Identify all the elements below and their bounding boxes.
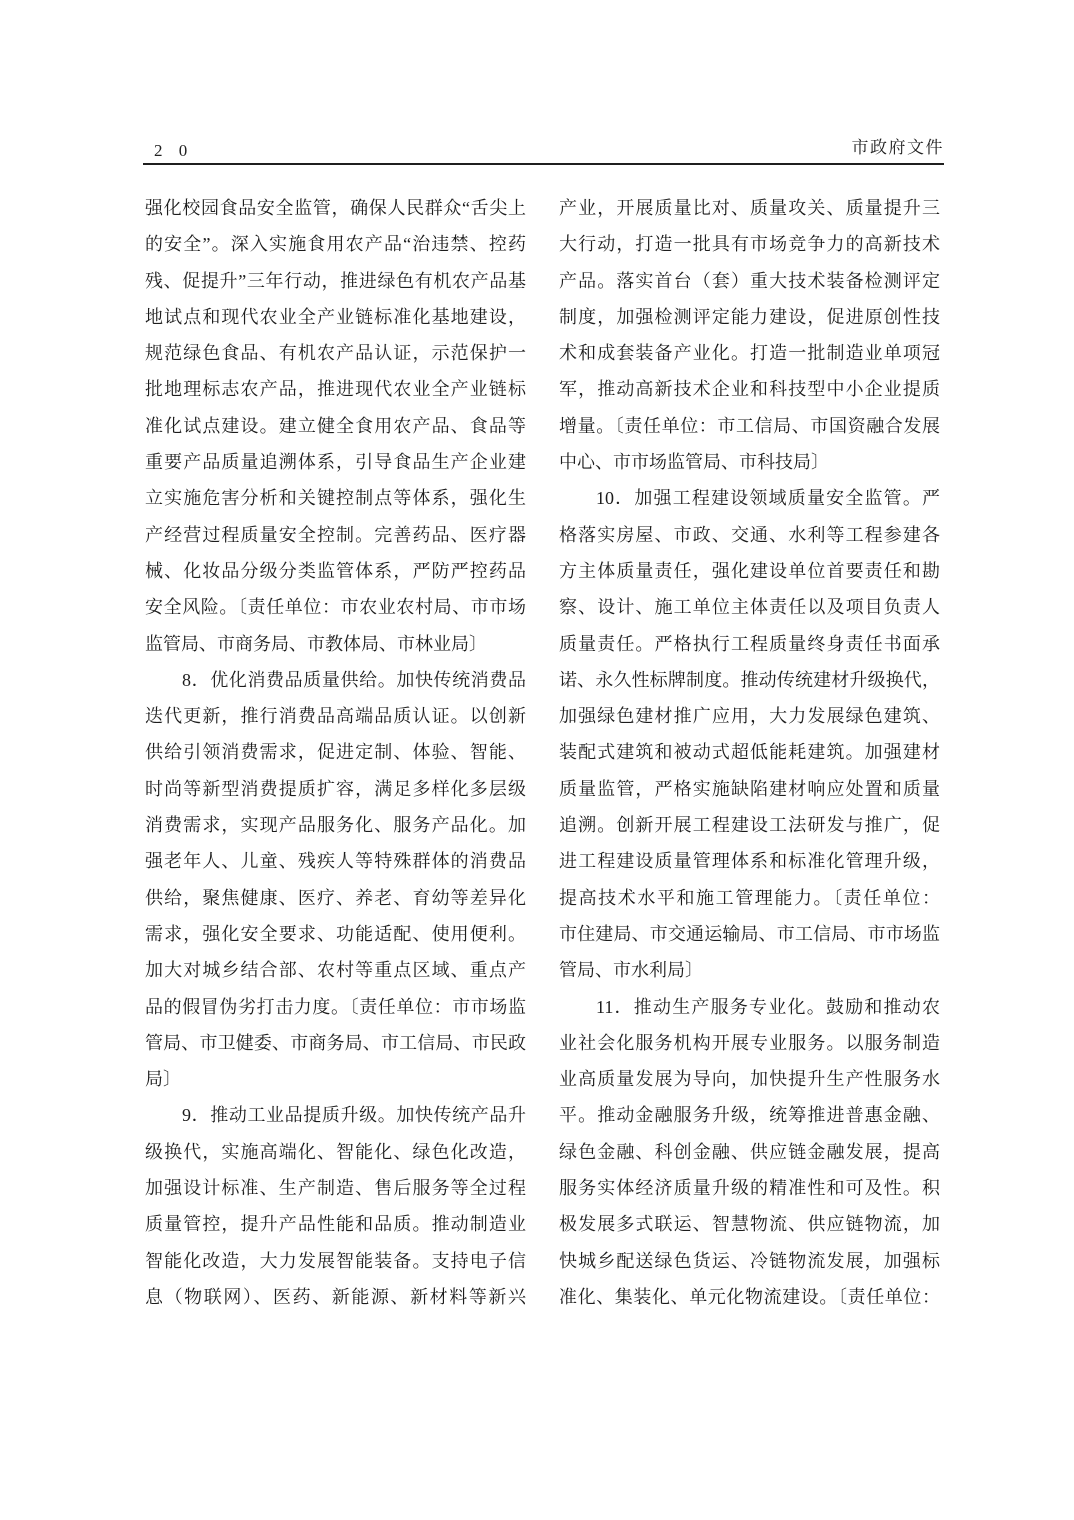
text-line: 术和成套装备产业化。打造一批制造业单项冠 <box>559 343 940 364</box>
text-line: 安全风险。〔责任单位：市农业农村局、市市场 <box>145 597 526 618</box>
text-line: 绿色金融、科创金融、供应链金融发展，提高 <box>559 1141 940 1162</box>
text-line: 11．推动生产服务专业化。鼓励和推动农 <box>596 996 940 1017</box>
text-line: 质量管控，提升产品性能和品质。推动制造业 <box>145 1214 526 1235</box>
text-line: 进工程建设质量管理体系和标准化管理升级， <box>559 851 940 872</box>
text-line: 品的假冒伪劣打击力度。〔责任单位：市市场监 <box>145 996 526 1017</box>
text-line: 服务实体经济质量升级的精准性和可及性。积 <box>559 1178 940 1199</box>
text-line: 快城乡配送绿色货运、冷链物流发展，加强标 <box>559 1250 940 1271</box>
text-line: 军，推动高新技术企业和科技型中小企业提质 <box>559 379 940 400</box>
text-line: 产经营过程质量安全控制。完善药品、医疗器 <box>145 524 526 545</box>
text-line: 加大对城乡结合部、农村等重点区域、重点产 <box>145 960 526 981</box>
text-line: 批地理标志农产品，推进现代农业全产业链标 <box>145 379 526 400</box>
text-line: 装配式建筑和被动式超低能耗建筑。加强建材 <box>559 742 940 763</box>
text-line: 迭代更新，推行消费品高端品质认证。以创新 <box>145 706 526 727</box>
text-line: 质量监管，严格实施缺陷建材响应处置和质量 <box>559 778 940 799</box>
text-line: 的安全”。深入实施食用农产品“治违禁、控药 <box>145 234 526 255</box>
text-line: 管局、市水利局〕 <box>559 960 703 981</box>
text-line: 平。推动金融服务升级，统筹推进普惠金融、 <box>559 1105 940 1126</box>
text-line: 制度，加强检测评定能力建设，促进原创性技 <box>559 306 940 327</box>
text-line: 局〕 <box>145 1069 181 1090</box>
text-line: 产业，开展质量比对、质量攻关、质量提升三 <box>559 198 940 218</box>
text-line: 需求，强化安全要求、功能适配、使用便利。 <box>145 923 526 944</box>
text-line: 质量责任。严格执行工程质量终身责任书面承 <box>559 633 940 654</box>
text-line: 业高质量发展为导向，加快提升生产性服务水 <box>559 1069 940 1090</box>
text-line: 业社会化服务机构开展专业服务。以服务制造 <box>559 1032 940 1053</box>
text-line: 立实施危害分析和关键控制点等体系，强化生 <box>145 488 526 509</box>
text-line: 加强绿色建材推广应用，大力发展绿色建筑、 <box>559 706 940 727</box>
text-line: 级换代，实施高端化、智能化、绿色化改造， <box>145 1141 526 1162</box>
text-line: 10．加强工程建设领域质量安全监管。严 <box>596 488 940 509</box>
text-line: 9．推动工业品提质升级。加快传统产品升 <box>182 1105 526 1126</box>
header-section-label: 市政府文件 <box>851 138 944 157</box>
text-line: 增量。〔责任单位：市工信局、市国资融合发展 <box>559 415 940 436</box>
text-line: 规范绿色食品、有机农产品认证，示范保护一 <box>145 343 526 364</box>
text-line: 地试点和现代农业全产业链标准化基地建设， <box>145 306 526 327</box>
text-line: 提高技术水平和施工管理能力。〔责任单位： <box>559 887 940 908</box>
text-line: 察、设计、施工单位主体责任以及项目负责人 <box>559 597 940 618</box>
text-line: 诺、永久性标牌制度。推动传统建材升级换代， <box>559 669 940 690</box>
text-column-right <box>559 190 940 1315</box>
text-column-left <box>145 190 526 1315</box>
text-line: 加强设计标准、生产制造、售后服务等全过程 <box>145 1178 526 1199</box>
text-line: 供给，聚焦健康、医疗、养老、育幼等差异化 <box>145 887 526 908</box>
text-line: 方主体质量责任，强化建设单位首要责任和勘 <box>559 560 940 581</box>
text-line: 准化试点建设。建立健全食用农产品、食品等 <box>145 415 526 436</box>
text-line: 残、促提升”三年行动，推进绿色有机农产品基 <box>145 270 526 291</box>
text-line: 市住建局、市交通运输局、市工信局、市市场监 <box>559 923 940 944</box>
text-line: 格落实房屋、市政、交通、水利等工程参建各 <box>559 524 940 545</box>
text-line: 息（物联网）、医药、新能源、新材料等新兴 <box>145 1286 526 1307</box>
text-line: 管局、市卫健委、市商务局、市工信局、市民政 <box>145 1032 526 1053</box>
text-line: 追溯。创新开展工程建设工法研发与推广，促 <box>559 815 940 836</box>
text-line: 强化校园食品安全监管，确保人民群众“舌尖上 <box>145 198 526 218</box>
text-line: 中心、市市场监管局、市科技局〕 <box>559 452 829 473</box>
text-line: 准化、集装化、单元化物流建设。〔责任单位： <box>559 1286 940 1307</box>
text-line: 8．优化消费品质量供给。加快传统消费品 <box>182 669 526 690</box>
text-line: 供给引领消费需求，促进定制、体验、智能、 <box>145 742 526 763</box>
text-line: 重要产品质量追溯体系，引导食品生产企业建 <box>145 452 526 473</box>
text-line: 监管局、市商务局、市教体局、市林业局〕 <box>145 633 487 654</box>
text-line: 极发展多式联运、智慧物流、供应链物流，加 <box>559 1214 940 1235</box>
text-line: 消费需求，实现产品服务化、服务产品化。加 <box>145 815 526 836</box>
text-line: 强老年人、儿童、残疾人等特殊群体的消费品 <box>145 851 526 872</box>
text-line: 时尚等新型消费提质扩容，满足多样化多层级 <box>145 778 526 799</box>
text-line: 械、化妆品分级分类监管体系，严防严控药品 <box>145 560 526 581</box>
text-line: 大行动，打造一批具有市场竞争力的高新技术 <box>559 234 940 255</box>
header-rule <box>143 163 944 165</box>
text-line: 产品。落实首台（套）重大技术装备检测评定 <box>559 270 940 291</box>
page-number: 2 0 <box>154 141 194 160</box>
text-line: 智能化改造，大力发展智能装备。支持电子信 <box>145 1250 526 1271</box>
